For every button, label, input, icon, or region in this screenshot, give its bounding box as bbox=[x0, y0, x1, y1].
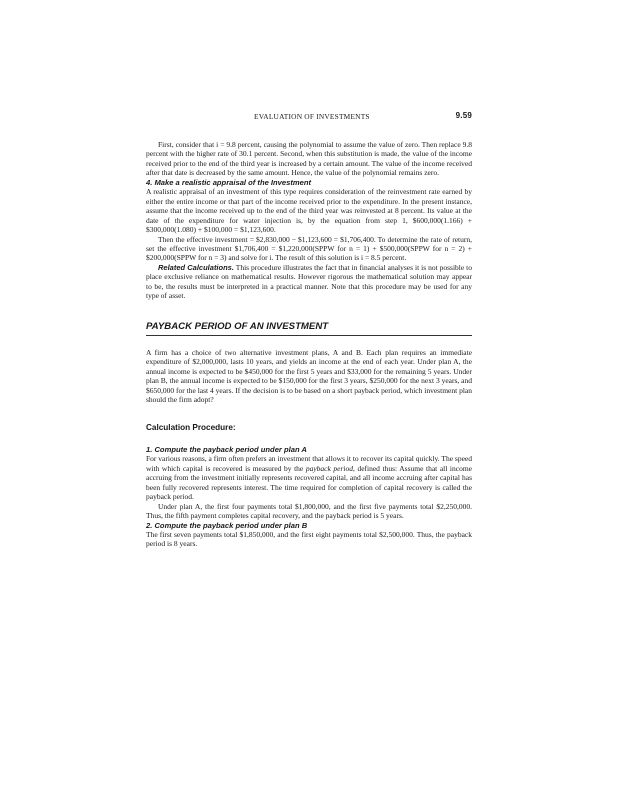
paragraph-effective-investment: Then the effective investment = $2,830,000 − $1,123,600 = $1,706,400. To determine the rate of return, set the effective investment $1,706,400 = $1,220,000(SPPW for n = 1) + $500,000(SPPW for n = 2) + $200,000(SPPW for n = 3) and solve for i. The result of this solution is i = 8.5 percent. bbox=[146, 234, 472, 263]
paragraph-realistic-appraisal: A realistic appraisal of an investment of this type requires consideration of the reinvestment rate earned by either the entire income or that part of the income received prior to the expenditure. In the present instance, assume that the income received up to the end of the third year was reinvested at 8 percent. Its value at the date of the expenditure for water injection is, by the equation from step 1, $600,000(1.166) + $300,000(1.080) + $100,000 = $1,123,600. bbox=[146, 187, 472, 235]
section-title: PAYBACK PERIOD OF AN INVESTMENT bbox=[146, 321, 472, 336]
related-calculations-text: This procedure illustrates the fact that in financial analyses it is not possible to place exclusive reliance on mathematical results. However rigorous the mathematical solution may appear to be, the results must be interpreted in a practical manner. Note that this procedure may be used for any type of asset. bbox=[146, 262, 472, 301]
step-1-heading: 1. Compute the payback period under plan A bbox=[146, 444, 307, 454]
paragraph-plan-b-result: The first seven payments total $1,850,000, and the first eight payments total $2,500,000. Thus, the payback period is 8 years. bbox=[146, 529, 472, 549]
running-head-title: EVALUATION OF INVESTMENTS bbox=[254, 112, 370, 121]
page-body bbox=[146, 140, 472, 549]
related-calculations-label: Related Calculations. bbox=[158, 262, 234, 272]
problem-statement: A firm has a choice of two alternative investment plans, A and B. Each plan requires an immediate expenditure of $2,000,000, lasts 10 years, and yields an income at the end of each year. Under plan A, the annual income is expected to be $450,000 for the first 5 years and $33,000 for the remaining 5 years. Under plan B, the annual income is expected to be $150,000 for the first 3 years, $250,000 for the next 3 years, and $650,000 for the last 4 years. If the decision is to be based on a short payback period, which investment plan should the firm adopt? bbox=[146, 347, 472, 404]
payback-definition-text-b: , defined thus: Assume that all income accruing from the investment initially represents recovered capital, and all income accruing after capital has been fully recovered represents interest. The time required for completion of capital recovery is called the payback period. bbox=[146, 463, 472, 502]
calculation-procedure-heading: Calculation Procedure: bbox=[146, 423, 236, 433]
paragraph-first-consider: First, consider that i = 9.8 percent, causing the polynomial to assume the value of zero. Then replace 9.8 percent with the higher rate of 30.1 percent. Second, when this substitution is made, the value of the income received prior to the end of the third year is increased by a certain amount. The value of the income received after that date is decreased by the same amount. Hence, the value of the polynomial remains zero. bbox=[146, 140, 472, 178]
step-2-heading: 2. Compute the payback period under plan B bbox=[146, 520, 308, 530]
step-4-heading: 4. Make a realistic appraisal of the Investment bbox=[146, 177, 312, 187]
payback-definition-text-a: For various reasons, a firm often prefers an investment that allows it to recover its capital quickly. The speed with which capital is recovered is measured by the bbox=[146, 454, 472, 473]
payback-period-term: payback period bbox=[305, 463, 353, 473]
paragraph-payback-definition bbox=[146, 454, 472, 501]
page-number: 9.59 bbox=[455, 111, 472, 120]
paragraph-related-calculations bbox=[146, 263, 472, 301]
paragraph-plan-a-result: Under plan A, the first four payments total $1,800,000, and the first five payments total $2,250,000. Thus, the fifth payment completes capital recovery, and the payback period is 5 years. bbox=[146, 501, 472, 521]
